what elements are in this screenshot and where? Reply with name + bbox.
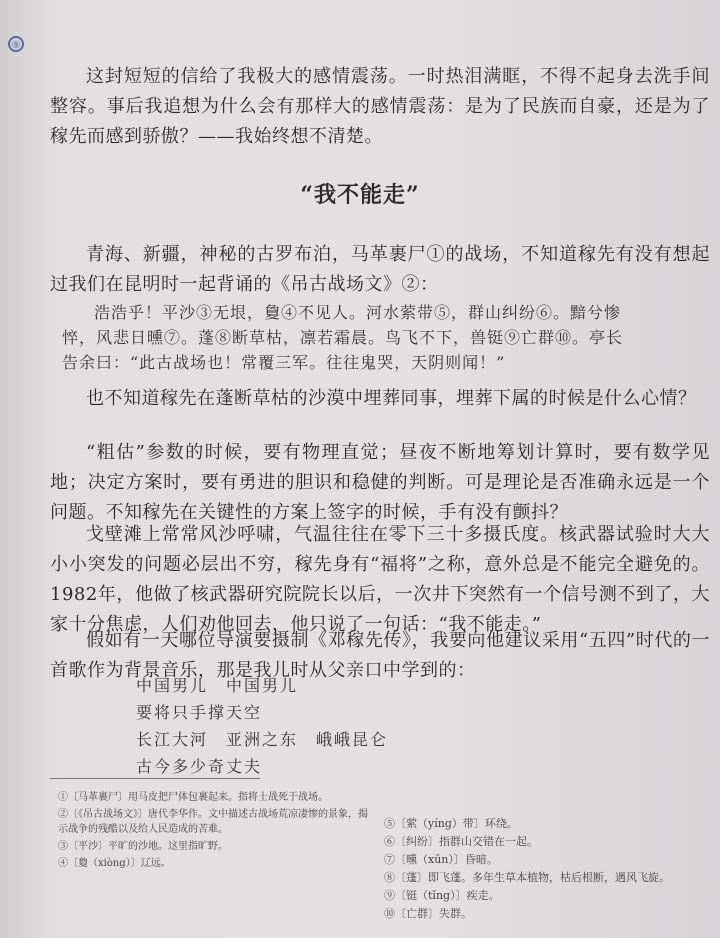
poem-quote	[62, 300, 702, 375]
footnote: ①〔马革裹尸〕用马皮把尸体包裹起来。指将士战死于战场。	[58, 792, 328, 803]
song-line: 古今多少奇丈夫	[136, 757, 263, 776]
footnote: ⑩〔亡群〕失群。	[384, 907, 472, 920]
paragraph-gobi: 戈壁滩上常常风沙呼啸，气温往往在零下三十多摄氏度。核武器试验时大大小小突发的问题必层出不穷，稼先身有“福将”之称，意外总是不能完全避免的。1982年，他做了核武器研究院院长以后，一次井下突然有一个信号测不到了，大家十分焦虑，人们劝他回去，他只说了一句话：“我不能走。”	[50, 524, 710, 635]
song-line: 要将只手撑天空	[136, 703, 263, 722]
footnote: ⑨〔铤（tǐng）〕疾走。	[384, 889, 500, 902]
footnotes-right	[384, 816, 704, 924]
footnote: ⑥〔纠纷〕指群山交错在一起。	[384, 835, 538, 848]
footnotes-left	[58, 790, 368, 873]
page-marker-icon: ⑨	[8, 36, 24, 52]
footnote: ⑧〔蓬〕即飞蓬。多年生草本植物，枯后根断，遇风飞旋。	[384, 871, 670, 884]
song-lyrics	[136, 672, 388, 780]
song-line: 中国男儿 中国男儿	[136, 676, 299, 695]
footnote: ⑦〔曛（xūn）〕昏暗。	[384, 853, 498, 866]
song-line: 长江大河 亚洲之东 峨峨昆仑	[136, 730, 389, 749]
poem-line: 浩浩乎！平沙③无垠，敻④不见人。河水萦带⑤，群山纠纷⑥。黯兮惨	[94, 303, 622, 322]
poem-line: 告余曰：“此古战场也！常覆三军。往往鬼哭，天阴则闻！”	[62, 353, 506, 372]
footnote: ④〔敻（xiòng）〕辽远。	[58, 858, 171, 869]
footnote: ③〔平沙〕平旷的沙地。这里指旷野。	[58, 841, 228, 852]
footnote: ②〔《吊古战场文》〕唐代李华作。文中描述古战场荒凉凄惨的景象，揭示战争的残酷以及给人民造成的苦难。	[58, 809, 368, 835]
section-title: “我不能走”	[300, 182, 420, 208]
footnote: ⑤〔萦（yíng）带〕环绕。	[384, 817, 518, 830]
paragraph-battlefield: 青海、新疆，神秘的古罗布泊，马革裹尸①的战场，不知道稼先有没有想起过我们在昆明时一起背诵的《吊古战场文》②：	[50, 244, 710, 295]
paragraph-desert: 也不知道稼先在蓬断草枯的沙漠中埋葬同事，埋葬下属的时候是什么心情？	[86, 388, 697, 409]
footnote-divider	[50, 778, 260, 779]
paragraph-calculation: “粗估”参数的时候，要有物理直觉；昼夜不断地筹划计算时，要有数学见地；决定方案时，要有勇进的胆识和稳健的判断。可是理论是否准确永远是一个问题。不知稼先在关键性的方案上签字的时候，手有没有颤抖？	[50, 442, 710, 523]
paragraph-emotion: 这封短短的信给了我极大的感情震荡。一时热泪满眶，不得不起身去洗手间整容。事后我追想为什么会有那样大的感情震荡：是为了民族而自豪，还是为了稼先而感到骄傲？——我始终想不清楚。	[50, 66, 710, 147]
paragraph-director: 假如有一天哪位导演要摄制《邓稼先传》，我要向他建议采用“五四”时代的一首歌作为背景音乐，那是我儿时从父亲口中学到的：	[50, 630, 710, 681]
poem-line: 悴，风悲日曛⑦。蓬⑧断草枯，凛若霜晨。鸟飞不下，兽铤⑨亡群⑩。亭长	[62, 328, 624, 347]
